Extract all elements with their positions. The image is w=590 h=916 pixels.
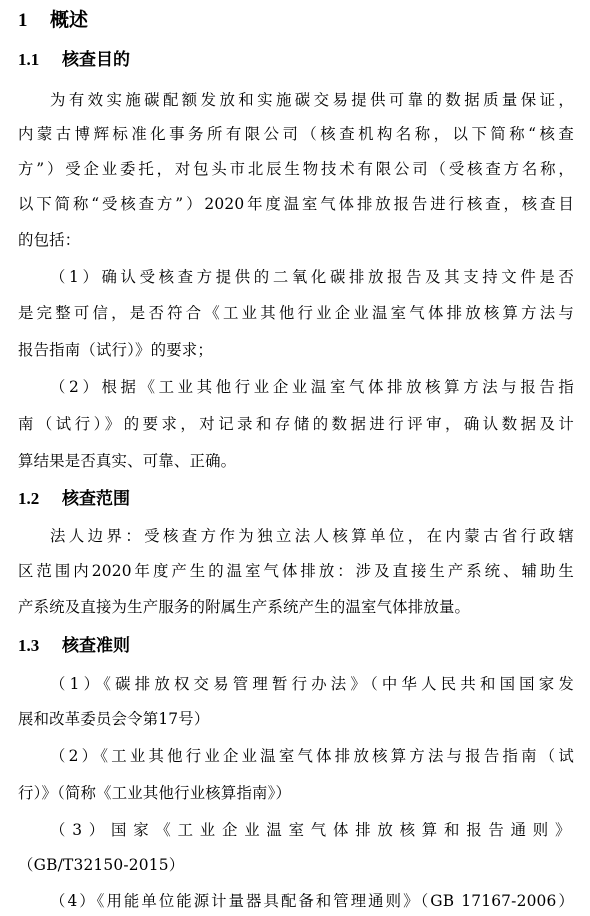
reference-line: 行）》（简称《工业其他行业核算指南》） xyxy=(18,784,292,802)
subsection-heading-1-1 xyxy=(18,44,130,76)
subsection-number: 1.1 xyxy=(18,50,40,69)
reference-line: 展和改革委员会令第17号） xyxy=(18,710,210,728)
subsection-heading-1-2 xyxy=(18,483,130,515)
subsection-heading-1-3 xyxy=(18,630,130,662)
paragraph-line: 算结果是否真实、可靠、正确。 xyxy=(18,452,237,470)
paragraph-line: 产系统及直接为生产服务的附属生产系统产生的温室气体排放量。 xyxy=(18,598,471,616)
subsection-number: 1.2 xyxy=(18,489,40,508)
paragraph-line: 报告指南（试行）》的要求； xyxy=(18,341,213,359)
section-number: 1 xyxy=(18,10,28,31)
paragraph-line: 为有效实施碳配额发放和实施碳交易提供可靠的数据质量保证， xyxy=(50,91,574,109)
reference-line: （4）《用能单位能源计量器具配备和管理通则》（GB 17167-2006） xyxy=(50,892,574,910)
paragraph-line: 南（试行）》的要求，对记录和存储的数据进行评审，确认数据及计 xyxy=(18,415,574,433)
paragraph-line: 是完整可信，是否符合《工业其他行业企业温室气体排放核算方法与 xyxy=(18,304,574,322)
paragraph-line: 法人边界：受核查方作为独立法人核算单位，在内蒙古省行政辖 xyxy=(50,527,574,545)
paragraph-line: （2）根据《工业其他行业企业温室气体排放核算方法与报告指 xyxy=(50,378,574,396)
paragraph-line: 内蒙古博辉标准化事务所有限公司（核查机构名称，以下简称“核查 xyxy=(18,125,574,143)
paragraph-line: 以下简称“受核查方”）2020年度温室气体排放报告进行核查，核查目 xyxy=(18,195,574,213)
reference-line: （2）《工业其他行业企业温室气体排放核算方法与报告指南（试 xyxy=(50,747,574,765)
paragraph-line: 方”）受企业委托，对包头市北辰生物技术有限公司（受核查方名称， xyxy=(18,160,574,178)
subsection-number: 1.3 xyxy=(18,636,40,655)
section-title: 概述 xyxy=(50,9,89,31)
reference-line: （1）《碳排放权交易管理暂行办法》（中华人民共和国国家发 xyxy=(50,675,574,693)
section-heading xyxy=(18,4,88,36)
paragraph-line: 区范围内2020年度产生的温室气体排放：涉及直接生产系统、辅助生 xyxy=(18,562,574,580)
subsection-title: 核查准则 xyxy=(62,636,130,656)
paragraph-line: （1）确认受核查方提供的二氧化碳排放报告及其支持文件是否 xyxy=(50,268,574,286)
subsection-title: 核查目的 xyxy=(62,50,130,70)
paragraph-line: 的包括： xyxy=(18,231,81,249)
reference-line: （GB/T32150-2015） xyxy=(18,856,185,874)
subsection-title: 核查范围 xyxy=(62,489,130,509)
reference-line: （3）国家《工业企业温室气体排放核算和报告通则》 xyxy=(50,821,574,839)
